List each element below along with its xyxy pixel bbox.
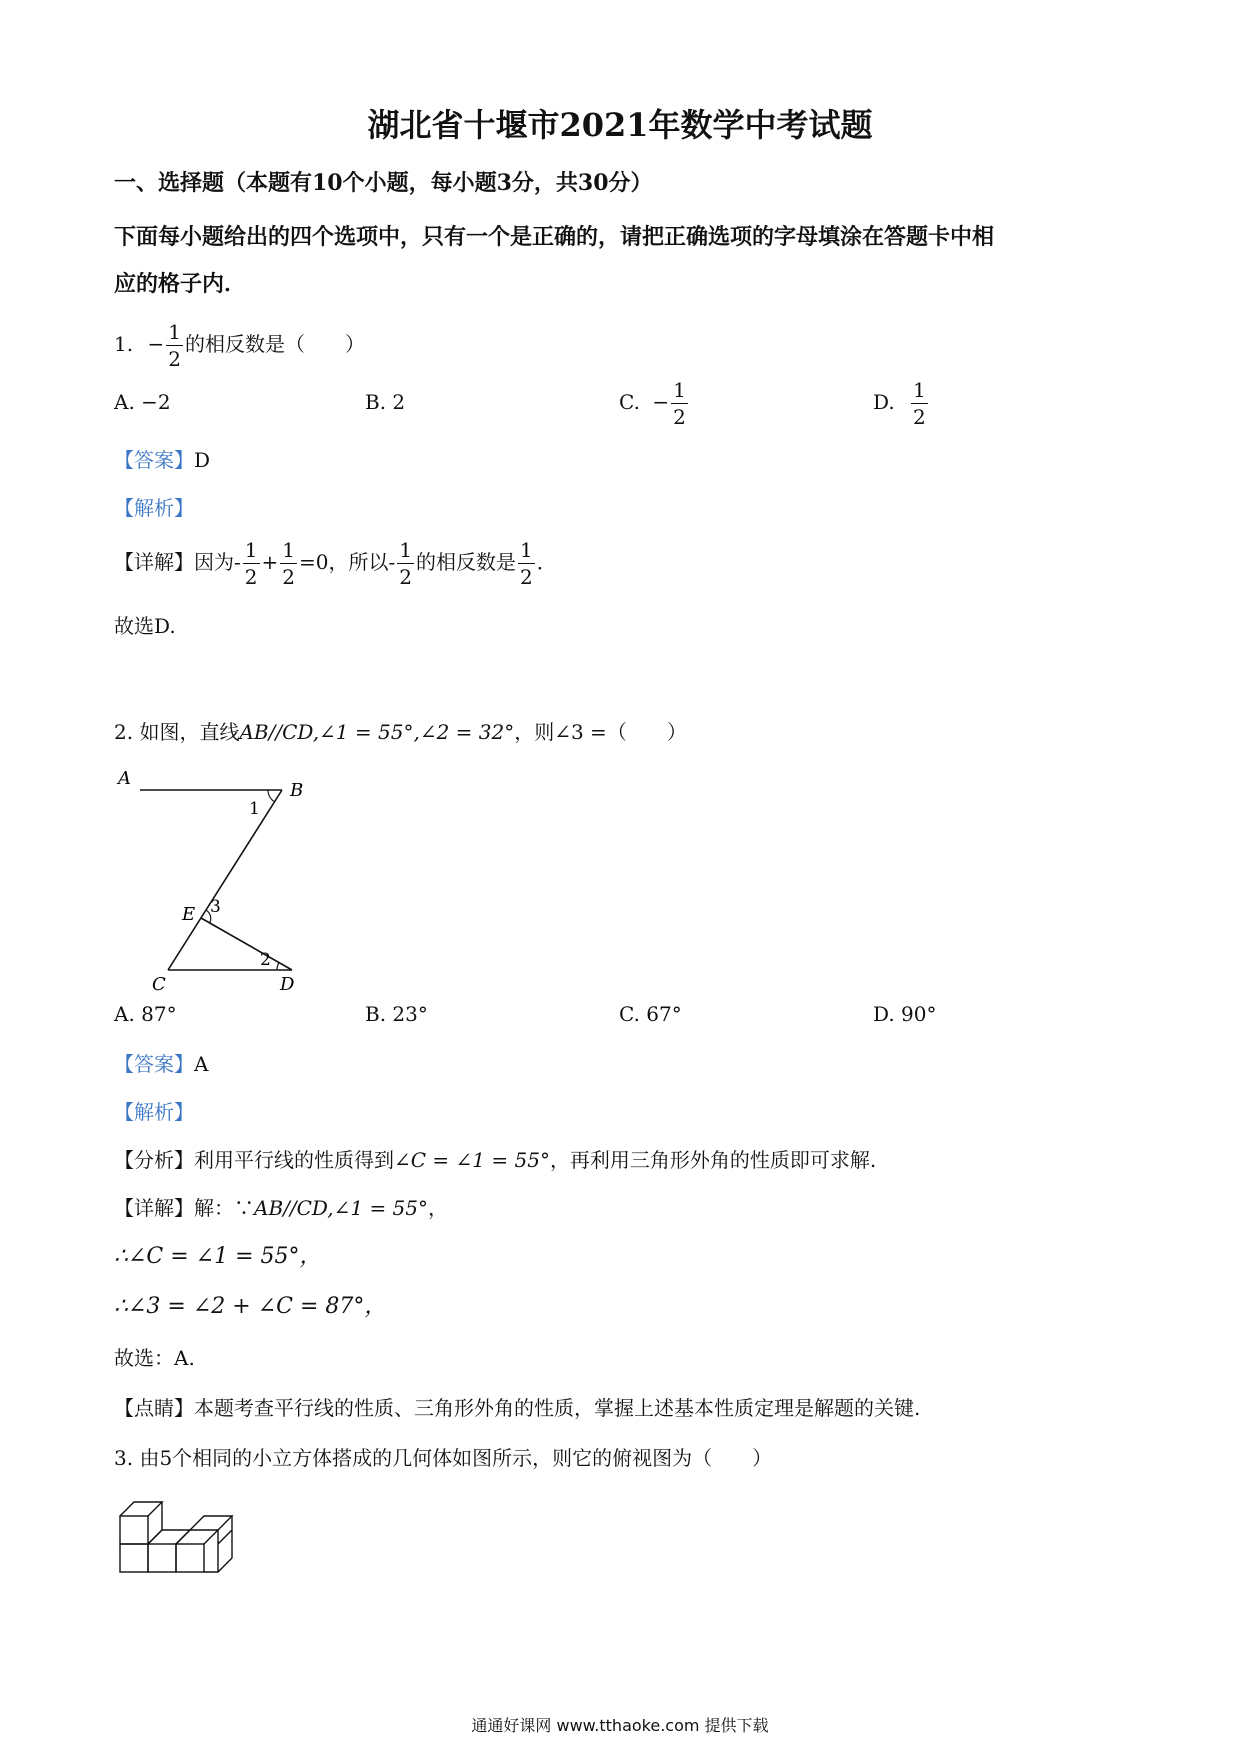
q2-option-d: D. 90° xyxy=(873,1002,937,1026)
q2-dianjing-text: 本题考查平行线的性质、三角形外角的性质，掌握上述基本性质定理是解题的关键. xyxy=(194,1396,921,1420)
q1-option-c-minus: − xyxy=(652,390,670,414)
q2-parallel-lines-figure xyxy=(108,760,328,992)
q1-option-d-fraction xyxy=(911,380,928,427)
line-ed xyxy=(201,918,292,970)
cube-front-2 xyxy=(148,1544,176,1572)
q1-stem xyxy=(114,322,365,369)
q3-cube-figure xyxy=(110,1488,240,1580)
q3-stem: 3. 由5个相同的小立方体搭成的几何体如图所示，则它的俯视图为（ ） xyxy=(114,1446,773,1470)
q1-option-d xyxy=(873,380,930,427)
q1-conclusion: 故选D. xyxy=(114,614,176,638)
frac-den: 2 xyxy=(673,405,686,429)
q2-dianjing xyxy=(114,1396,920,1420)
frac-den: 2 xyxy=(244,565,258,589)
q1-detail-part2: =0，所以- xyxy=(299,550,396,574)
q2-stem-prefix: 2. 如图，直线 xyxy=(114,720,240,744)
q2-option-a: A. 87° xyxy=(114,1002,177,1026)
label-angle-2: 2 xyxy=(260,950,271,970)
q1-option-b: B. 2 xyxy=(365,390,406,414)
frac xyxy=(280,540,297,587)
q1-fraction xyxy=(166,322,183,369)
frac-den: 2 xyxy=(282,565,295,589)
cube-top-face xyxy=(120,1502,162,1516)
q2-fenxi-b: ，再利用三角形外角的性质即可求解. xyxy=(549,1148,877,1172)
q2-detail-a: 解：∵ xyxy=(194,1196,254,1220)
q1-analysis-tag: 【解析】 xyxy=(114,496,194,520)
line-bc xyxy=(168,790,282,970)
q2-detail-b: ， xyxy=(428,1196,449,1220)
q1-option-c-fraction xyxy=(671,380,688,427)
cube-back-top xyxy=(190,1516,232,1530)
q1-option-a: A. −2 xyxy=(114,390,171,414)
q1-option-c xyxy=(619,380,690,427)
frac-num: 1 xyxy=(673,378,686,402)
cube-front-3 xyxy=(176,1544,204,1572)
q1-detail-tag: 【详解】 xyxy=(114,550,194,574)
cube-outlines xyxy=(120,1502,232,1572)
q1-detail-part1: 因为- xyxy=(194,550,241,574)
q1-answer xyxy=(114,448,210,472)
frac xyxy=(518,540,535,587)
frac-num: 1 xyxy=(519,538,533,562)
q2-detail xyxy=(114,1196,448,1220)
q2-answer xyxy=(114,1052,208,1076)
q2-fenxi xyxy=(114,1148,876,1172)
q1-detail-plus: + xyxy=(261,550,279,574)
q1-detail-part3: 的相反数是 xyxy=(415,550,516,574)
q1-detail xyxy=(114,540,557,587)
q2-conclusion: 故选：A. xyxy=(114,1346,195,1370)
cube-front-top xyxy=(120,1516,148,1544)
q1-option-d-label: D. xyxy=(873,390,895,414)
q1-answer-tag: 【答案】 xyxy=(114,448,194,472)
q2-step-1: ∴∠C = ∠1 = 55°， xyxy=(114,1244,322,1269)
q2-stem-suffix: ，则∠3 =（ ） xyxy=(514,720,687,744)
angle-1-arc xyxy=(268,790,275,802)
cube-edge-a xyxy=(148,1530,162,1544)
label-c: C xyxy=(152,974,166,992)
q2-answer-tag: 【答案】 xyxy=(114,1052,194,1076)
angle-2-arc xyxy=(277,963,279,970)
q2-fenxi-math: ∠C = ∠1 = 55° xyxy=(394,1148,550,1172)
frac-den: 2 xyxy=(519,565,533,589)
label-b: B xyxy=(290,780,304,801)
instruction-line-2: 应的格子内． xyxy=(114,271,247,297)
q2-option-b: B. 23° xyxy=(365,1002,428,1026)
cube-edge-d xyxy=(218,1530,232,1544)
q2-step-2: ∴∠3 = ∠2 + ∠C = 87°， xyxy=(114,1294,387,1319)
q1-number: 1. xyxy=(114,332,134,356)
frac-num: 1 xyxy=(282,538,295,562)
q1-answer-value: D xyxy=(194,448,211,472)
q1-option-c-label: C. xyxy=(619,390,640,414)
frac-num: 1 xyxy=(913,378,926,402)
label-e: E xyxy=(182,904,196,925)
q2-dianjing-tag: 【点睛】 xyxy=(114,1396,194,1420)
q2-fenxi-tag: 【分析】 xyxy=(114,1148,194,1172)
q2-detail-math: AB//CD,∠1 = 55° xyxy=(254,1196,429,1220)
label-a: A xyxy=(118,768,131,789)
q2-stem-math: AB//CD,∠1 = 55°,∠2 = 32° xyxy=(239,720,515,744)
page-footer: 通通好课网 www.tthaoke.com 提供下载 xyxy=(471,1716,769,1735)
q1-minus: − xyxy=(147,332,165,356)
frac-den: 2 xyxy=(913,405,926,429)
q1-frac-num: 1 xyxy=(168,320,181,344)
label-angle-3: 3 xyxy=(210,897,221,917)
section-heading: 一、选择题（本题有10个小题，每小题3分，共30分） xyxy=(114,170,653,196)
q2-analysis-tag: 【解析】 xyxy=(114,1100,194,1124)
label-d: D xyxy=(280,974,295,992)
q2-option-c: C. 67° xyxy=(619,1002,682,1026)
q2-stem xyxy=(114,720,687,744)
q1-detail-end: ． xyxy=(536,550,557,574)
q1-frac-den: 2 xyxy=(168,347,181,371)
label-angle-1: 1 xyxy=(249,799,260,819)
page-title: 湖北省十堰市2021年数学中考试题 xyxy=(367,106,873,144)
frac-den: 2 xyxy=(399,565,412,589)
q2-answer-value: A xyxy=(194,1052,209,1076)
instruction-line-1: 下面每小题给出的四个选项中，只有一个是正确的，请把正确选项的字母填涂在答题卡中相 xyxy=(114,224,995,250)
q2-detail-tag: 【详解】 xyxy=(114,1196,194,1220)
q2-fenxi-a: 利用平行线的性质得到 xyxy=(194,1148,394,1172)
cube-top-face-2 xyxy=(176,1530,218,1544)
frac xyxy=(243,540,260,587)
frac-num: 1 xyxy=(399,538,412,562)
frac xyxy=(397,540,414,587)
frac-num: 1 xyxy=(244,538,258,562)
cube-front-1 xyxy=(120,1544,148,1572)
q1-stem-text: 的相反数是（ ） xyxy=(184,332,365,356)
